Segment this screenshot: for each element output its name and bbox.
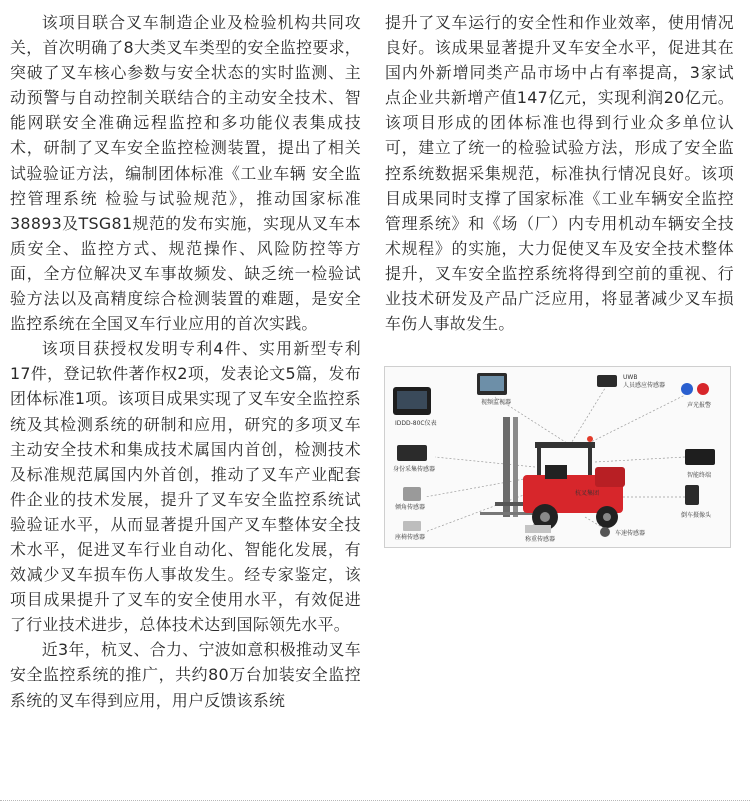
- speed-sensor-label: 车速传感器: [615, 530, 646, 537]
- article-paragraph-1: 该项目联合叉车制造企业及检验机构共同攻关，首次明确了8大类叉车类型的安全监控要求，突破了叉车核心参数与安全状态的实时监测、主动预警与自动控制关联结合的主动安全技术、智能网联安全准确远程监控和多功能仪表集成技术，研制了叉车安全监控检测装置，提出了相关试验验证方法，编制团体标准《工业车辆 安全监控管理系统 检验与试验规范》，推动国家标准38893及TSG81规范的发布实施，实现从叉车本质安全、监控方式、规范操作、风险防控等方面，全方位解决叉车事故频发、缺乏统一检验试验方法以及高精度综合检测装置的难题，是安全监控系统在全国叉车行业应用的首次实践。: [10, 13, 361, 334]
- article-left-column: [10, 10, 361, 713]
- tilt-sensor-label: 倾角传感器: [395, 504, 426, 511]
- article-paragraph-3-continued: 提升了叉车运行的安全性和作业效率，使用情况良好。该成果显著提升叉车安全水平，促进其在国内外新增同类产品市场中占有率提高，3家试点企业共新增产值147亿元，实现利润20亿元。该项目形成的团体标准也得到行业众多单位认可，建立了统一的检验试验方法，形成了安全监控系统数据采集规范，标准执行情况良好。该项目成果同时支撑了国家标准《工业车辆安全监控管理系统》和《场（厂）内专用机动车辆安全技术规程》的实施，大力促使叉车及安全技术整体提升，叉车安全监控系统将得到空前的重视、行业技术研发及产品广泛应用，将显著减少叉车损车伤人事故发生。: [385, 13, 734, 334]
- tilt-sensor-device: [403, 487, 421, 501]
- forklift-safety-system-figure: [384, 366, 731, 548]
- instrument-label: IDDD-80C仪表: [395, 420, 437, 427]
- page-bottom-rule: [0, 800, 750, 801]
- rear-camera-label: 倒车摄像头: [681, 512, 712, 519]
- seat-sensor-label: 座椅传感器: [395, 534, 426, 541]
- fingerprint-sensor-device: [397, 445, 427, 461]
- article-right-column: [385, 10, 734, 336]
- uwb-label: UWB: [623, 374, 638, 381]
- forklift-beacon: [587, 436, 593, 442]
- forklift-overhead-guard: [535, 442, 595, 448]
- uwb-sensor-device: [597, 375, 617, 387]
- article-paragraph-3: 近3年，杭叉、合力、宁波如意积极推动叉车安全监控系统的推广，共约80万台加装安全监控系统的叉车得到应用，用户反馈该系统: [10, 640, 361, 710]
- weight-sensor-device: [525, 525, 551, 533]
- weight-sensor-label: 称重传感器: [525, 536, 556, 543]
- sound-light-label: 声光报警: [687, 402, 712, 409]
- article-paragraph-2: 该项目获授权发明专利4件、实用新型专利17件，登记软件著作权2项，发表论文5篇，发布团体标准1项。该项目成果实现了叉车安全监控系统及其检测系统的研制和应用，研究的多项叉车主动安全技术和集成技术属国内首创，检测技术及标准规范属国内外首创，推动了叉车产业配套件企业的技术发展，提升了叉车安全监控系统试验验证水平，从而显著提升国产叉车整体安全技术水平，促进叉车行业自动化、智能化发展，有效减少叉车损车伤人事故发生。经专家鉴定，该项目成果提升了叉车的安全使用水平，有效促进了行业技术进步，总体技术达到国际领先水平。: [10, 339, 361, 635]
- sound-light-alarm-red: [697, 383, 709, 395]
- smart-terminal-label: 智能终端: [687, 472, 712, 479]
- uwb-sub-label: 人员感应传感器: [623, 382, 666, 389]
- forklift-system-diagram: [385, 367, 730, 547]
- smart-terminal-device: [685, 449, 715, 465]
- sound-light-alarm-blue: [681, 383, 693, 395]
- fingerprint-label: 身份采集传感器: [393, 466, 436, 473]
- forklift-brand-text: 杭叉集团: [575, 490, 600, 497]
- seat-sensor-device: [403, 521, 421, 531]
- rear-camera-device: [685, 485, 699, 505]
- camera-monitor-label: 视频监视器: [481, 399, 512, 406]
- speed-sensor-device: [600, 527, 610, 537]
